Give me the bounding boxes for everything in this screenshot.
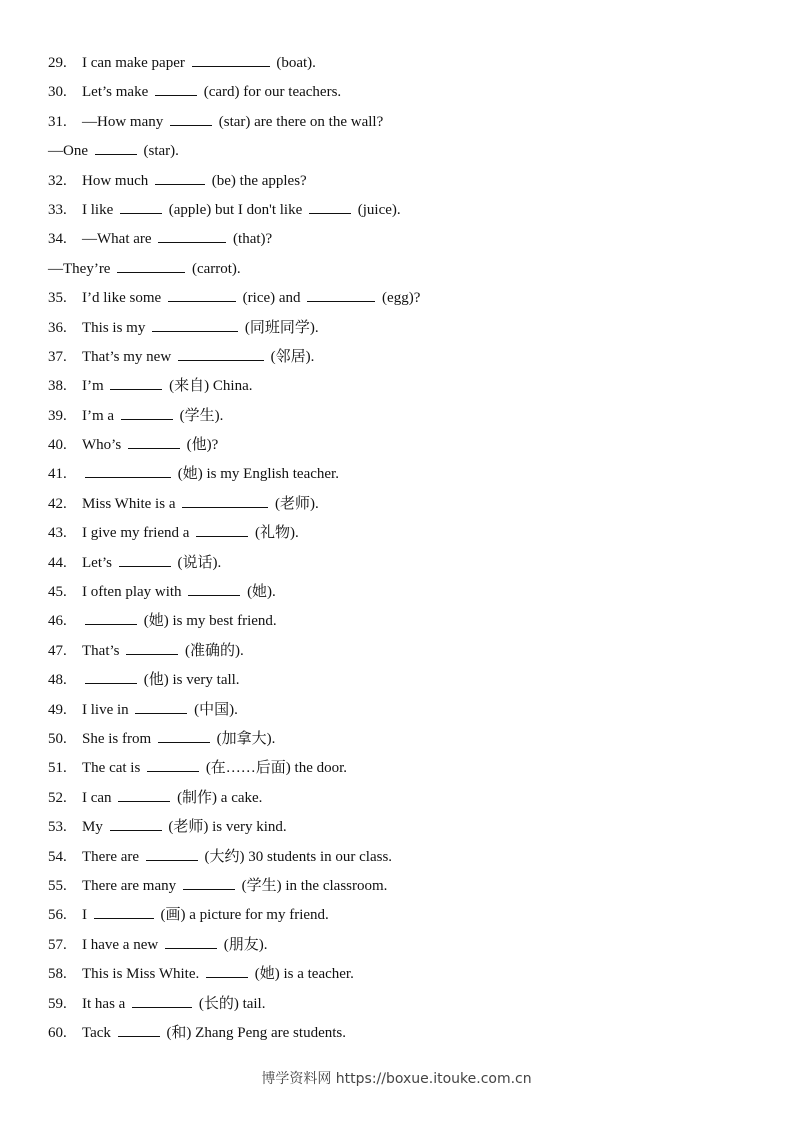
exercise-text: —How many bbox=[82, 113, 167, 130]
exercise-text: Let’s make bbox=[82, 84, 152, 101]
question-number: 42. bbox=[48, 495, 67, 512]
exercise-text: (他) is very tall. bbox=[140, 672, 240, 689]
exercise-line bbox=[48, 960, 748, 989]
question-number: 32. bbox=[48, 172, 67, 189]
exercise-text: How much bbox=[82, 172, 152, 189]
exercise-text: (礼物). bbox=[251, 525, 299, 542]
exercise-text: (同班同学). bbox=[241, 319, 319, 336]
answer-blank[interactable] bbox=[118, 787, 170, 802]
exercise-text: (be) the apples? bbox=[208, 172, 307, 189]
exercise-text: I often play with bbox=[82, 584, 186, 601]
answer-blank[interactable] bbox=[94, 904, 154, 919]
exercise-text: (egg)? bbox=[378, 290, 421, 307]
exercise-text: (说话). bbox=[173, 554, 222, 571]
exercise-text: (来自) China. bbox=[165, 378, 253, 395]
answer-blank[interactable] bbox=[120, 199, 162, 214]
answer-blank[interactable] bbox=[165, 934, 217, 949]
question-number: 54. bbox=[48, 848, 67, 865]
exercise-text: I bbox=[82, 907, 91, 924]
question-number: 59. bbox=[48, 995, 67, 1012]
exercise-text: That’s my new bbox=[82, 348, 175, 365]
exercise-answer-line bbox=[48, 255, 748, 284]
exercise-line bbox=[48, 196, 748, 225]
answer-blank[interactable] bbox=[158, 228, 226, 243]
answer-blank[interactable] bbox=[170, 111, 212, 126]
exercise-line bbox=[48, 431, 748, 460]
answer-blank[interactable] bbox=[110, 375, 162, 390]
exercise-text: I’d like some bbox=[82, 290, 165, 307]
exercise-text: (老师) is very kind. bbox=[164, 819, 287, 836]
exercise-line bbox=[48, 372, 748, 401]
exercise-list bbox=[48, 49, 748, 1048]
answer-blank[interactable] bbox=[146, 846, 198, 861]
exercise-text: (准确的). bbox=[181, 642, 244, 659]
exercise-line bbox=[48, 549, 748, 578]
question-number: 56. bbox=[48, 907, 67, 924]
question-number: 43. bbox=[48, 525, 67, 542]
exercise-text: I live in bbox=[82, 701, 133, 718]
exercise-text: There are many bbox=[82, 877, 180, 894]
question-number: 29. bbox=[48, 55, 67, 71]
exercise-line bbox=[48, 578, 748, 607]
exercise-text: (boat). bbox=[272, 55, 316, 71]
exercise-text: (that)? bbox=[229, 231, 273, 248]
exercise-text: Tack bbox=[82, 1024, 115, 1041]
exercise-text: (老师). bbox=[271, 495, 319, 512]
question-number: 46. bbox=[48, 613, 67, 630]
answer-blank[interactable] bbox=[117, 258, 185, 273]
exercise-line bbox=[48, 225, 748, 254]
exercise-text: I have a new bbox=[82, 936, 162, 953]
exercise-text: (加拿大). bbox=[212, 730, 276, 747]
exercise-line bbox=[48, 637, 748, 666]
exercise-line bbox=[48, 666, 748, 695]
question-number: 57. bbox=[48, 936, 67, 953]
exercise-text: (学生). bbox=[175, 407, 224, 424]
exercise-text: (朋友). bbox=[219, 936, 268, 953]
exercise-text: Miss White is a bbox=[82, 495, 180, 512]
exercise-text: (card) for our teachers. bbox=[199, 84, 342, 101]
answer-blank[interactable] bbox=[85, 669, 137, 684]
question-number: 48. bbox=[48, 672, 67, 689]
exercise-answer-line bbox=[48, 137, 748, 166]
answer-blank[interactable] bbox=[168, 287, 236, 302]
question-number: 36. bbox=[48, 319, 67, 336]
question-number: 40. bbox=[48, 437, 67, 454]
exercise-text: The cat is bbox=[82, 760, 145, 777]
answer-blank[interactable] bbox=[118, 1022, 160, 1037]
exercise-text: (她) is my English teacher. bbox=[174, 466, 339, 483]
exercise-text: —They’re bbox=[48, 260, 115, 277]
exercise-line bbox=[48, 78, 748, 107]
exercise-text: (邻居). bbox=[266, 348, 315, 365]
exercise-text: (画) a picture for my friend. bbox=[156, 907, 329, 924]
exercise-line bbox=[48, 843, 748, 872]
answer-blank[interactable] bbox=[132, 993, 192, 1008]
exercise-line bbox=[48, 314, 748, 343]
answer-blank[interactable] bbox=[192, 52, 270, 67]
question-number: 37. bbox=[48, 348, 67, 365]
exercise-line bbox=[48, 607, 748, 636]
exercise-line bbox=[48, 754, 748, 783]
exercise-line bbox=[48, 343, 748, 372]
exercise-line bbox=[48, 519, 748, 548]
exercise-line bbox=[48, 813, 748, 842]
question-number: 38. bbox=[48, 378, 67, 395]
question-number: 41. bbox=[48, 466, 67, 483]
question-number: 33. bbox=[48, 201, 67, 218]
answer-blank[interactable] bbox=[155, 81, 197, 96]
exercise-line bbox=[48, 490, 748, 519]
exercise-line bbox=[48, 402, 748, 431]
exercise-text: (在……后面) the door. bbox=[202, 760, 348, 777]
exercise-text: (她). bbox=[243, 584, 276, 601]
exercise-text: —One bbox=[48, 143, 92, 160]
exercise-text: She is from bbox=[82, 730, 155, 747]
question-number: 51. bbox=[48, 760, 67, 777]
exercise-text: (她) is a teacher. bbox=[250, 966, 354, 983]
exercise-text: (他)? bbox=[182, 437, 219, 454]
exercise-text: (star) are there on the wall? bbox=[215, 113, 384, 130]
exercise-text: I can bbox=[82, 789, 116, 806]
exercise-text: (中国). bbox=[190, 701, 238, 718]
answer-blank[interactable] bbox=[119, 552, 171, 567]
question-number: 58. bbox=[48, 966, 67, 983]
exercise-line bbox=[48, 460, 748, 489]
exercise-text: That’s bbox=[82, 642, 124, 659]
answer-blank[interactable] bbox=[155, 170, 205, 185]
answer-blank[interactable] bbox=[196, 522, 248, 537]
exercise-text: This is Miss White. bbox=[82, 966, 203, 983]
exercise-text: I give my friend a bbox=[82, 525, 194, 542]
question-number: 55. bbox=[48, 877, 67, 894]
answer-blank[interactable] bbox=[95, 140, 137, 155]
exercise-line bbox=[48, 901, 748, 930]
exercise-line bbox=[48, 696, 748, 725]
exercise-text: (大约) 30 students in our class. bbox=[200, 848, 393, 865]
answer-blank[interactable] bbox=[110, 816, 162, 831]
answer-blank[interactable] bbox=[158, 728, 210, 743]
question-number: 31. bbox=[48, 113, 67, 130]
question-number: 53. bbox=[48, 819, 67, 836]
question-number: 34. bbox=[48, 231, 67, 248]
exercise-line bbox=[48, 931, 748, 960]
exercise-text: (学生) in the classroom. bbox=[237, 877, 388, 894]
exercise-line bbox=[48, 1019, 748, 1048]
answer-blank[interactable] bbox=[126, 640, 178, 655]
exercise-line bbox=[48, 990, 748, 1019]
answer-blank[interactable] bbox=[309, 199, 351, 214]
answer-blank[interactable] bbox=[188, 581, 240, 596]
exercise-line bbox=[48, 725, 748, 754]
exercise-text: It has a bbox=[82, 995, 130, 1012]
question-number: 47. bbox=[48, 642, 67, 659]
question-number: 52. bbox=[48, 789, 67, 806]
question-number: 45. bbox=[48, 584, 67, 601]
question-number: 50. bbox=[48, 730, 67, 747]
exercise-text: Let’s bbox=[82, 554, 116, 571]
exercise-text: I’m a bbox=[82, 407, 118, 424]
answer-blank[interactable] bbox=[147, 757, 199, 772]
exercise-text: Who’s bbox=[82, 437, 125, 454]
answer-blank[interactable] bbox=[183, 875, 235, 890]
exercise-line bbox=[48, 108, 748, 137]
exercise-text: There are bbox=[82, 848, 143, 865]
exercise-text: (carrot). bbox=[188, 260, 241, 277]
answer-blank[interactable] bbox=[128, 434, 180, 449]
question-number: 49. bbox=[48, 701, 67, 718]
answer-blank[interactable] bbox=[206, 963, 248, 978]
exercise-text: I can make paper bbox=[82, 55, 189, 71]
exercise-text: (apple) but I don't like bbox=[165, 201, 306, 218]
answer-blank[interactable] bbox=[182, 493, 268, 508]
exercise-text: (她) is my best friend. bbox=[140, 613, 277, 630]
exercise-line bbox=[48, 284, 748, 313]
exercise-text: I’m bbox=[82, 378, 108, 395]
answer-blank[interactable] bbox=[307, 287, 375, 302]
exercise-text: This is my bbox=[82, 319, 150, 336]
exercise-text: (juice). bbox=[354, 201, 401, 218]
question-number: 44. bbox=[48, 554, 67, 571]
exercise-line bbox=[48, 872, 748, 901]
exercise-text: My bbox=[82, 819, 107, 836]
exercise-text: (长的) tail. bbox=[195, 995, 266, 1012]
answer-blank[interactable] bbox=[121, 405, 173, 420]
question-number: 35. bbox=[48, 290, 67, 307]
question-number: 60. bbox=[48, 1024, 67, 1041]
exercise-text: —What are bbox=[82, 231, 156, 248]
exercise-text: (star). bbox=[139, 143, 179, 160]
exercise-text: (rice) and bbox=[238, 290, 305, 307]
exercise-text: (和) Zhang Peng are students. bbox=[162, 1024, 346, 1041]
exercise-line bbox=[48, 784, 748, 813]
answer-blank[interactable] bbox=[152, 317, 238, 332]
answer-blank[interactable] bbox=[85, 463, 171, 478]
exercise-line bbox=[48, 49, 748, 78]
answer-blank[interactable] bbox=[135, 699, 187, 714]
question-number: 39. bbox=[48, 407, 67, 424]
question-number: 30. bbox=[48, 84, 67, 101]
footer-watermark: 博学资料网 https://boxue.itouke.com.cn bbox=[261, 1071, 532, 1087]
exercise-line bbox=[48, 167, 748, 196]
answer-blank[interactable] bbox=[85, 610, 137, 625]
exercise-text: (制作) a cake. bbox=[173, 789, 263, 806]
answer-blank[interactable] bbox=[178, 346, 264, 361]
exercise-text: I like bbox=[82, 201, 117, 218]
